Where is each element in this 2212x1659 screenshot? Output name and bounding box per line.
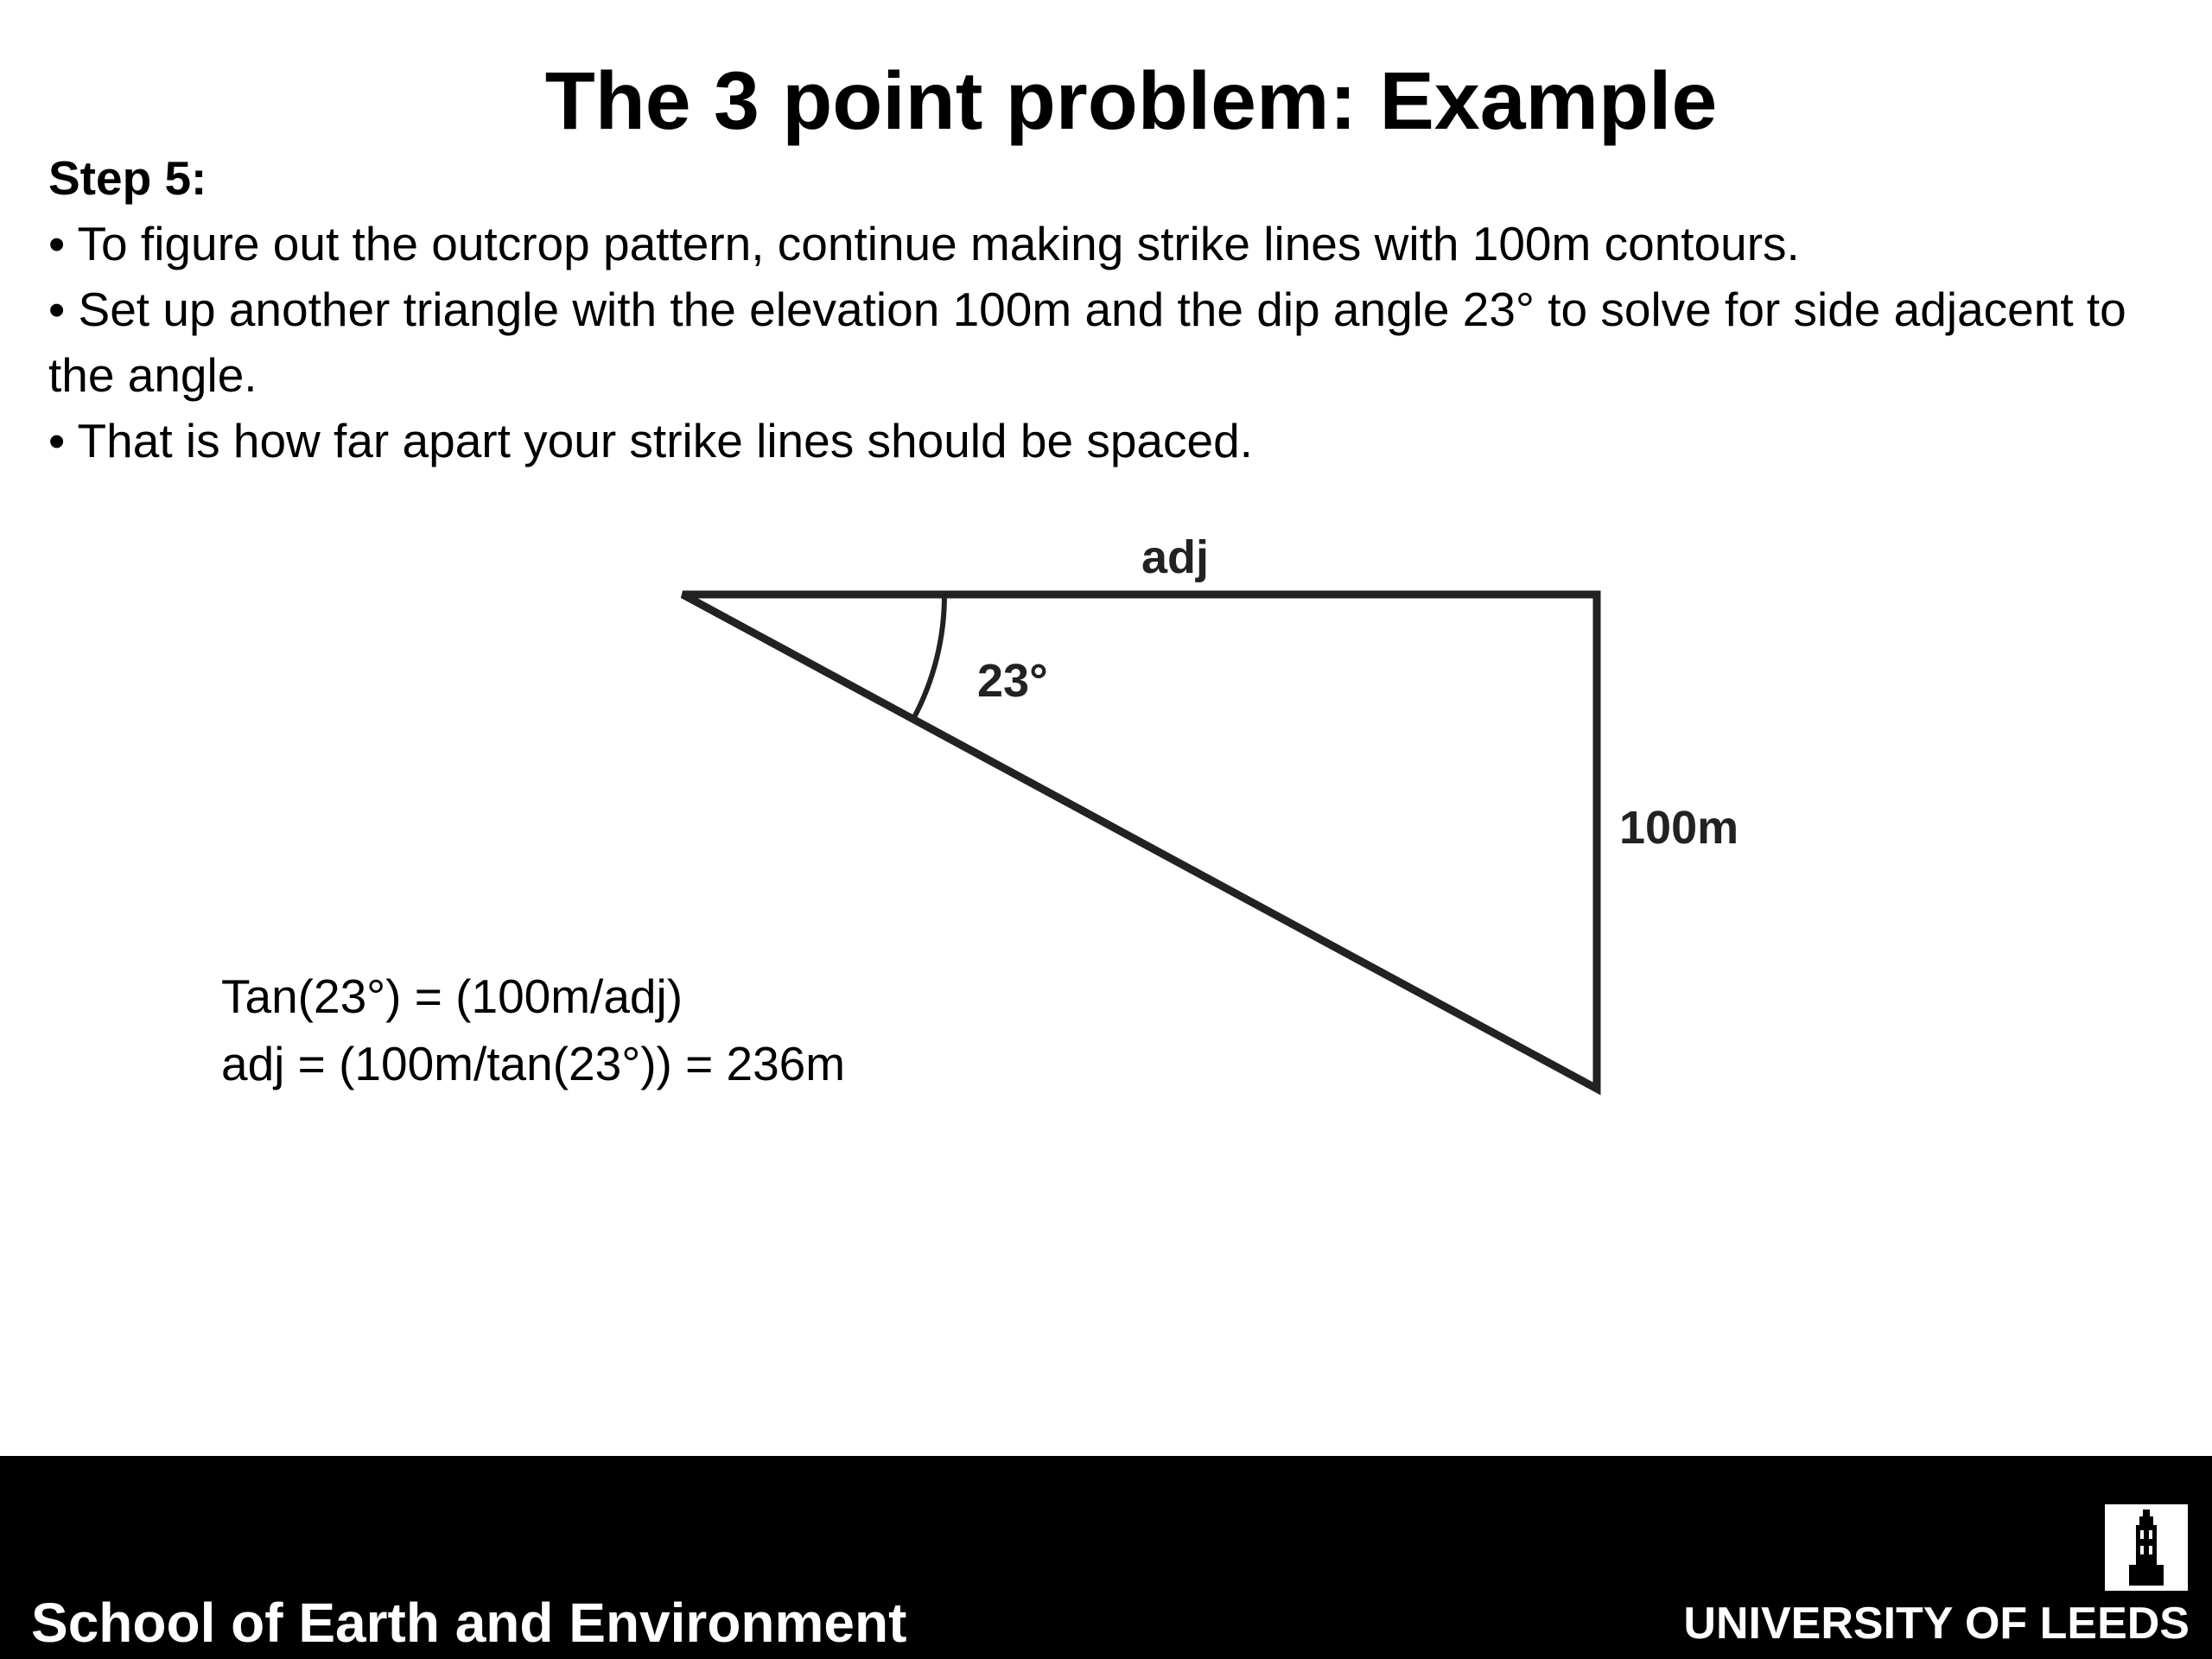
university-name: UNIVERSITY OF LEEDS	[1683, 1599, 2190, 1649]
tan-equation: Tan(23°) = (100m/adj)	[221, 969, 683, 1023]
adj-solution: adj = (100m/tan(23°)) = 236m	[221, 1037, 846, 1090]
tower-icon	[2105, 1504, 2188, 1591]
bullet-strike-lines: • To figure out the outcrop pattern, continue making strike lines with 100m contours.	[48, 217, 1800, 270]
step-heading: Step 5:	[48, 151, 207, 205]
footer-bar	[0, 1456, 2212, 1659]
slide-title: The 3 point problem: Example	[544, 55, 1718, 147]
adjacent-label: adj	[1141, 531, 1210, 583]
angle-arc	[913, 594, 944, 719]
opposite-label: 100m	[1619, 802, 1739, 854]
bullet-spacing: • That is how far apart your strike lines should be spaced.	[48, 414, 1253, 467]
school-name: School of Earth and Environment	[31, 1592, 907, 1654]
parkinson-tower-logo-icon	[2105, 1504, 2188, 1591]
equations	[221, 963, 845, 1097]
bullet-triangle-setup: • Set up another triangle with the elevation 100m and the dip angle 23° to solve for side adjacent to the angle.	[48, 283, 2126, 402]
angle-label: 23°	[977, 655, 1048, 707]
